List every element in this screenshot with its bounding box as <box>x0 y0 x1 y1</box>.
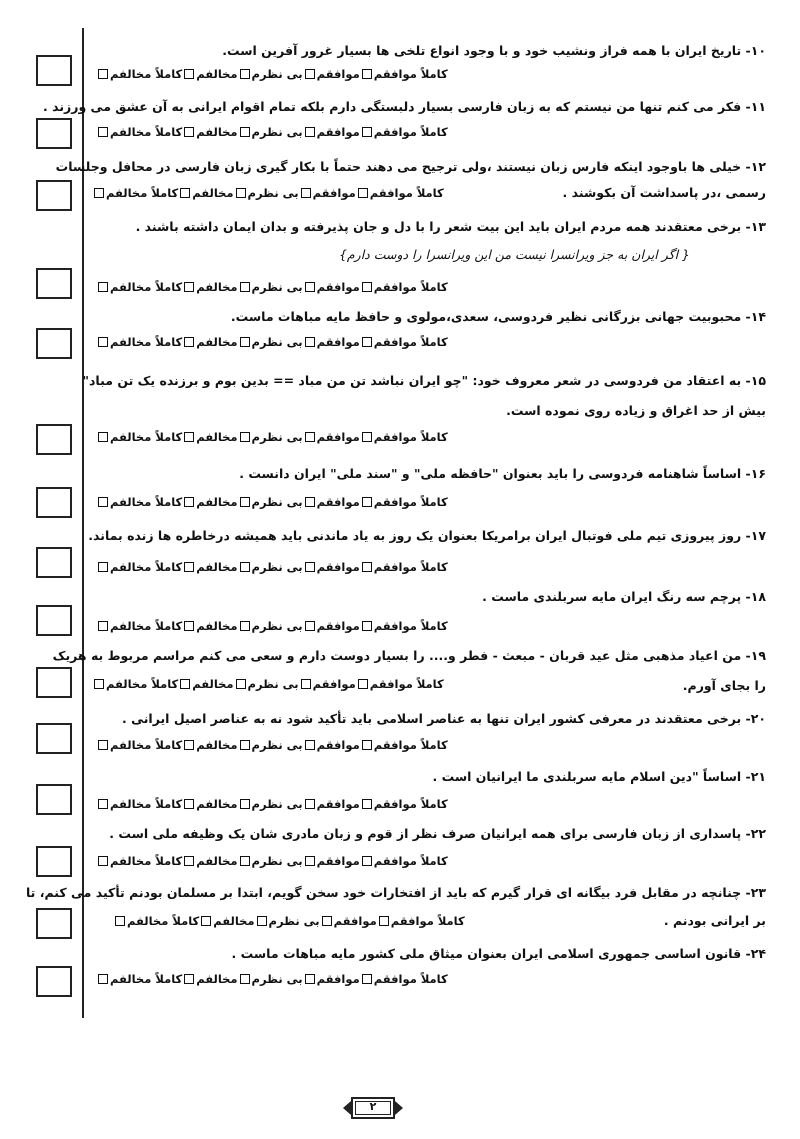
question-11-option-2[interactable] <box>303 125 360 139</box>
question-12-option-4[interactable] <box>178 186 233 200</box>
option-label: کاملاً موافقم <box>373 619 448 633</box>
option-label: کاملاً مخالفم <box>110 495 183 509</box>
option-label: موافقم <box>316 125 360 139</box>
option-label: کاملاً مخالفم <box>110 738 183 752</box>
question-17-option-2[interactable] <box>303 560 360 574</box>
option-label: موافقم <box>316 797 360 811</box>
checkbox-icon[interactable] <box>305 432 315 442</box>
question-10-line-1: ۱۰- تاریخ ایران با همه فراز ونشیب خود و با وجود انواع تلخی ها بسیار غرور آفرین است. <box>222 43 766 58</box>
question-15-line-1: ۱۵- به اعتقاد من فردوسی در شعر معروف خود: "چو ایران نباشد تن من مباد == بدین بوم و برزنده یک تن مباد" <box>82 373 766 388</box>
checkbox-icon[interactable] <box>257 916 267 926</box>
question-10-option-4[interactable] <box>182 67 237 81</box>
checkbox-icon[interactable] <box>98 432 108 442</box>
question-15-line-2: بیش از حد اغراق و زیاده روی نموده است. <box>506 403 766 418</box>
checkbox-icon[interactable] <box>240 740 250 750</box>
question-23-score-box[interactable] <box>36 908 72 939</box>
question-16-line-1: ۱۶- اساساً شاهنامه فردوسی را باید بعنوان "حافظه ملی" و "سند ملی" ایران دانست . <box>239 466 766 481</box>
checkbox-icon[interactable] <box>358 679 368 689</box>
question-18-line-1: ۱۸- پرچم سه رنگ ایران مایه سربلندی ماست . <box>482 589 766 604</box>
option-label: موافقم <box>316 619 360 633</box>
option-label: کاملاً مخالفم <box>106 677 179 691</box>
question-13-option-4[interactable] <box>182 280 237 294</box>
option-label: مخالفم <box>213 914 255 928</box>
checkbox-icon[interactable] <box>98 974 108 984</box>
question-24-option-4[interactable] <box>182 972 237 986</box>
question-16-answer-options <box>96 493 448 511</box>
question-16-option-1[interactable] <box>360 495 448 509</box>
margin-divider-line <box>82 28 84 1018</box>
checkbox-icon[interactable] <box>305 127 315 137</box>
option-label: کاملاً مخالفم <box>110 430 183 444</box>
checkbox-icon[interactable] <box>184 127 194 137</box>
question-22-option-4[interactable] <box>182 854 237 868</box>
option-label: کاملاً موافقم <box>373 280 448 294</box>
question-20-answer-options <box>96 736 448 754</box>
checkbox-icon[interactable] <box>184 337 194 347</box>
option-label: کاملاً مخالفم <box>127 914 200 928</box>
question-20-score-box[interactable] <box>36 723 72 754</box>
question-24-option-2[interactable] <box>303 972 360 986</box>
checkbox-icon[interactable] <box>98 740 108 750</box>
checkbox-icon[interactable] <box>236 679 246 689</box>
checkbox-icon[interactable] <box>240 621 250 631</box>
checkbox-icon[interactable] <box>305 497 315 507</box>
checkbox-icon[interactable] <box>240 856 250 866</box>
checkbox-icon[interactable] <box>236 188 246 198</box>
question-22-option-2[interactable] <box>303 854 360 868</box>
checkbox-icon[interactable] <box>184 497 194 507</box>
checkbox-icon[interactable] <box>305 562 315 572</box>
checkbox-icon[interactable] <box>362 432 372 442</box>
option-label: موافقم <box>316 280 360 294</box>
checkbox-icon[interactable] <box>98 621 108 631</box>
question-19-score-box[interactable] <box>36 667 72 698</box>
checkbox-icon[interactable] <box>240 127 250 137</box>
page-number: ۲ <box>369 1100 377 1113</box>
option-label: کاملاً مخالفم <box>110 560 183 574</box>
question-17-option-1[interactable] <box>360 560 448 574</box>
option-label: کاملاً موافقم <box>369 186 444 200</box>
option-label: بی نظرم <box>251 125 303 139</box>
question-22-score-box[interactable] <box>36 846 72 877</box>
question-21-answer-options <box>96 795 448 813</box>
question-20-option-1[interactable] <box>360 738 448 752</box>
question-20-option-2[interactable] <box>303 738 360 752</box>
checkbox-icon[interactable] <box>180 679 190 689</box>
option-label: کاملاً مخالفم <box>110 335 183 349</box>
checkbox-icon[interactable] <box>98 282 108 292</box>
page-number-badge <box>343 1093 403 1123</box>
question-11-line-1: ۱۱- فکر می کنم تنها من نیستم که به زبان فارسی بسیار دلبستگی دارم بلکه تمام اقوام ایرانی به آن عشق می ورزند . <box>43 99 766 114</box>
option-label: بی نظرم <box>247 677 299 691</box>
option-label: مخالفم <box>192 186 234 200</box>
question-20-line-1: ۲۰- برخی معتقدند در معرفی کشور ایران تنها به عناصر اسلامی باید تأکید شود نه به عناصر اصیل ایرانی . <box>121 711 766 726</box>
question-17-line-1: ۱۷- روز پیروزی تیم ملی فوتبال ایران برامریکا بعنوان یک روز به یاد ماندنی باید همیشه درخاطره ها زنده بماند. <box>88 528 766 543</box>
option-label: موافقم <box>333 914 377 928</box>
option-label: مخالفم <box>196 619 238 633</box>
question-23-line-1: ۲۳- چنانچه در مقابل فرد بیگانه ای قرار گیرم که باید از افتخارات خود سخن گویم، ابتدا بر مسلمان بودنم تأکید می کنم، تا <box>25 885 766 900</box>
checkbox-icon[interactable] <box>305 282 315 292</box>
question-11-option-1[interactable] <box>360 125 448 139</box>
checkbox-icon[interactable] <box>240 69 250 79</box>
question-12-answer-options <box>92 184 444 202</box>
question-18-score-box[interactable] <box>36 605 72 636</box>
option-label: بی نظرم <box>251 560 303 574</box>
checkbox-icon[interactable] <box>201 916 211 926</box>
option-label: بی نظرم <box>251 619 303 633</box>
checkbox-icon[interactable] <box>240 497 250 507</box>
option-label: بی نظرم <box>251 738 303 752</box>
question-12-option-1[interactable] <box>356 186 444 200</box>
checkbox-icon[interactable] <box>184 799 194 809</box>
option-label: بی نظرم <box>251 854 303 868</box>
question-21-line-1: ۲۱- اساساً "دین اسلام مایه سربلندی ما ایرانیان است . <box>432 769 766 784</box>
checkbox-icon[interactable] <box>305 974 315 984</box>
question-23-option-2[interactable] <box>320 914 377 928</box>
checkbox-icon[interactable] <box>184 974 194 984</box>
option-label: کاملاً مخالفم <box>110 67 183 81</box>
option-label: کاملاً موافقم <box>373 560 448 574</box>
question-18-answer-options <box>96 617 448 635</box>
checkbox-icon[interactable] <box>184 740 194 750</box>
question-15-answer-options <box>96 428 448 446</box>
question-15-option-4[interactable] <box>182 430 237 444</box>
option-label: کاملاً موافقم <box>373 972 448 986</box>
question-23-option-3[interactable] <box>255 914 320 928</box>
question-24-option-1[interactable] <box>360 972 448 986</box>
option-label: مخالفم <box>196 972 238 986</box>
checkbox-icon[interactable] <box>362 740 372 750</box>
option-label: مخالفم <box>196 854 238 868</box>
question-11-option-5[interactable] <box>96 125 182 139</box>
question-19-option-4[interactable] <box>178 677 233 691</box>
checkbox-icon[interactable] <box>115 916 125 926</box>
checkbox-icon[interactable] <box>305 337 315 347</box>
question-14-option-1[interactable] <box>360 335 448 349</box>
question-17-option-3[interactable] <box>238 560 303 574</box>
checkbox-icon[interactable] <box>322 916 332 926</box>
question-16-option-2[interactable] <box>303 495 360 509</box>
question-24-answer-options <box>96 970 448 988</box>
option-label: کاملاً موافقم <box>373 430 448 444</box>
question-14-score-box[interactable] <box>36 328 72 359</box>
question-10-answer-options <box>96 65 448 83</box>
checkbox-icon[interactable] <box>98 69 108 79</box>
question-13-score-box[interactable] <box>36 268 72 299</box>
option-label: موافقم <box>316 560 360 574</box>
checkbox-icon[interactable] <box>94 188 104 198</box>
option-label: مخالفم <box>196 797 238 811</box>
checkbox-icon[interactable] <box>98 337 108 347</box>
question-22-option-1[interactable] <box>360 854 448 868</box>
option-label: مخالفم <box>196 495 238 509</box>
checkbox-icon[interactable] <box>362 282 372 292</box>
option-label: کاملاً موافقم <box>373 67 448 81</box>
option-label: بی نظرم <box>251 335 303 349</box>
question-16-score-box[interactable] <box>36 487 72 518</box>
option-label: کاملاً موافقم <box>373 797 448 811</box>
question-23-answer-options <box>113 912 465 930</box>
question-24-line-1: ۲۴- قانون اساسی جمهوری اسلامی ایران بعنوان میثاق ملی کشور مایه مباهات ماست . <box>231 946 766 961</box>
checkbox-icon[interactable] <box>301 679 311 689</box>
question-13-option-5[interactable] <box>96 280 182 294</box>
question-11-score-box[interactable] <box>36 118 72 149</box>
question-17-score-box[interactable] <box>36 547 72 578</box>
option-label: بی نظرم <box>251 797 303 811</box>
question-15-option-1[interactable] <box>360 430 448 444</box>
checkbox-icon[interactable] <box>98 799 108 809</box>
option-label: کاملاً موافقم <box>373 854 448 868</box>
option-label: کاملاً مخالفم <box>110 619 183 633</box>
question-19-answer-options <box>92 675 444 693</box>
checkbox-icon[interactable] <box>184 69 194 79</box>
question-13-answer-options <box>96 278 448 296</box>
question-12-option-3[interactable] <box>234 186 299 200</box>
option-label: موافقم <box>316 854 360 868</box>
checkbox-icon[interactable] <box>362 799 372 809</box>
checkbox-icon[interactable] <box>94 679 104 689</box>
question-24-option-5[interactable] <box>96 972 182 986</box>
checkbox-icon[interactable] <box>98 562 108 572</box>
option-label: موافقم <box>312 677 356 691</box>
question-14-option-4[interactable] <box>182 335 237 349</box>
question-15-option-5[interactable] <box>96 430 182 444</box>
option-label: کاملاً مخالفم <box>110 125 183 139</box>
question-14-option-5[interactable] <box>96 335 182 349</box>
question-12-score-box[interactable] <box>36 180 72 211</box>
option-label: موافقم <box>316 972 360 986</box>
option-label: موافقم <box>316 738 360 752</box>
checkbox-icon[interactable] <box>240 432 250 442</box>
checkbox-icon[interactable] <box>180 188 190 198</box>
question-15-score-box[interactable] <box>36 424 72 455</box>
checkbox-icon[interactable] <box>305 740 315 750</box>
option-label: موافقم <box>316 495 360 509</box>
checkbox-icon[interactable] <box>305 799 315 809</box>
question-20-option-5[interactable] <box>96 738 182 752</box>
question-11-answer-options <box>96 123 448 141</box>
question-24-option-3[interactable] <box>238 972 303 986</box>
checkbox-icon[interactable] <box>305 856 315 866</box>
question-17-option-4[interactable] <box>182 560 237 574</box>
question-10-option-1[interactable] <box>360 67 448 81</box>
checkbox-icon[interactable] <box>358 188 368 198</box>
question-14-answer-options <box>96 333 448 351</box>
option-label: بی نظرم <box>247 186 299 200</box>
question-17-answer-options <box>96 558 448 576</box>
option-label: مخالفم <box>196 280 238 294</box>
checkbox-icon[interactable] <box>362 621 372 631</box>
question-19-option-1[interactable] <box>356 677 444 691</box>
checkbox-icon[interactable] <box>362 69 372 79</box>
checkbox-icon[interactable] <box>240 799 250 809</box>
option-label: مخالفم <box>196 430 238 444</box>
question-22-line-1: ۲۲- پاسداری از زبان فارسی برای همه ایرانیان صرف نظر از قوم و زبان مادری شان یک وظیفه ملی است . <box>109 826 766 841</box>
question-19-line-1: ۱۹- من اعیاد مذهبی مثل عید قربان - مبعث - فطر و.... را بسیار دوست دارم و سعی می کنم مراسم مربوط به هریک <box>52 648 766 663</box>
question-19-option-2[interactable] <box>299 677 356 691</box>
option-label: مخالفم <box>192 677 234 691</box>
option-label: بی نظرم <box>251 972 303 986</box>
option-label: کاملاً موافقم <box>373 125 448 139</box>
checkbox-icon[interactable] <box>98 497 108 507</box>
question-22-answer-options <box>96 852 448 870</box>
question-21-option-3[interactable] <box>238 797 303 811</box>
question-21-option-4[interactable] <box>182 797 237 811</box>
checkbox-icon[interactable] <box>184 432 194 442</box>
question-22-option-3[interactable] <box>238 854 303 868</box>
question-14-option-2[interactable] <box>303 335 360 349</box>
question-13-option-2[interactable] <box>303 280 360 294</box>
option-label: موافقم <box>316 335 360 349</box>
checkbox-icon[interactable] <box>362 337 372 347</box>
question-19-option-5[interactable] <box>92 677 178 691</box>
option-label: مخالفم <box>196 738 238 752</box>
option-label: کاملاً مخالفم <box>110 280 183 294</box>
option-label: کاملاً مخالفم <box>106 186 179 200</box>
question-10-option-2[interactable] <box>303 67 360 81</box>
question-21-option-5[interactable] <box>96 797 182 811</box>
question-13-option-3[interactable] <box>238 280 303 294</box>
option-label: کاملاً مخالفم <box>110 854 183 868</box>
question-10-score-box[interactable] <box>36 55 72 86</box>
checkbox-icon[interactable] <box>362 856 372 866</box>
question-11-option-3[interactable] <box>238 125 303 139</box>
question-21-option-2[interactable] <box>303 797 360 811</box>
option-label: کاملاً موافقم <box>373 495 448 509</box>
option-label: موافقم <box>316 67 360 81</box>
option-label: مخالفم <box>196 335 238 349</box>
checkbox-icon[interactable] <box>305 69 315 79</box>
checkbox-icon[interactable] <box>305 621 315 631</box>
checkbox-icon[interactable] <box>379 916 389 926</box>
question-16-option-3[interactable] <box>238 495 303 509</box>
question-12-option-5[interactable] <box>92 186 178 200</box>
question-23-line-2: بر ایرانی بودنم . <box>663 913 766 928</box>
question-14-option-3[interactable] <box>238 335 303 349</box>
question-13-line-1: ۱۳- برخی معتقدند همه مردم ایران باید این بیت شعر را با دل و جان پذیرفته و بدان ایمان داشته باشند . <box>135 219 766 234</box>
option-label: کاملاً موافقم <box>373 335 448 349</box>
question-16-option-5[interactable] <box>96 495 182 509</box>
checkbox-icon[interactable] <box>362 497 372 507</box>
option-label: مخالفم <box>196 125 238 139</box>
question-18-option-1[interactable] <box>360 619 448 633</box>
question-18-option-3[interactable] <box>238 619 303 633</box>
question-18-option-4[interactable] <box>182 619 237 633</box>
question-17-option-5[interactable] <box>96 560 182 574</box>
badge-right-ornament <box>395 1101 403 1115</box>
option-label: بی نظرم <box>251 430 303 444</box>
question-23-option-4[interactable] <box>199 914 254 928</box>
question-23-option-5[interactable] <box>113 914 199 928</box>
question-15-option-2[interactable] <box>303 430 360 444</box>
question-12-line-2: رسمی ،در پاسداشت آن بکوشند . <box>562 185 766 200</box>
question-18-option-2[interactable] <box>303 619 360 633</box>
question-23-option-1[interactable] <box>377 914 465 928</box>
checkbox-icon[interactable] <box>98 127 108 137</box>
question-20-option-4[interactable] <box>182 738 237 752</box>
question-20-option-3[interactable] <box>238 738 303 752</box>
option-label: بی نظرم <box>251 67 303 81</box>
question-19-option-3[interactable] <box>234 677 299 691</box>
checkbox-icon[interactable] <box>98 856 108 866</box>
option-label: کاملاً موافقم <box>369 677 444 691</box>
question-19-line-2: را بجای آورم. <box>682 678 766 693</box>
question-11-option-4[interactable] <box>182 125 237 139</box>
checkbox-icon[interactable] <box>301 188 311 198</box>
question-10-option-5[interactable] <box>96 67 182 81</box>
checkbox-icon[interactable] <box>240 562 250 572</box>
option-label: کاملاً مخالفم <box>110 972 183 986</box>
question-13-option-1[interactable] <box>360 280 448 294</box>
checkbox-icon[interactable] <box>240 282 250 292</box>
question-12-line-1: ۱۲- خیلی ها باوجود اینکه فارس زبان نیستند ،ولی ترجیح می دهند حتماً با بکار گیری زبان فارسی در محافل وجلسات <box>55 159 766 174</box>
question-10-option-3[interactable] <box>238 67 303 81</box>
question-16-option-4[interactable] <box>182 495 237 509</box>
checkbox-icon[interactable] <box>362 562 372 572</box>
option-label: بی نظرم <box>251 495 303 509</box>
checkbox-icon[interactable] <box>184 621 194 631</box>
question-18-option-5[interactable] <box>96 619 182 633</box>
question-21-option-1[interactable] <box>360 797 448 811</box>
question-13-line-2: { اگر ایران به جز ویرانسرا نیست من این ویرانسرا را دوست دارم} <box>338 247 690 262</box>
option-label: موافقم <box>312 186 356 200</box>
checkbox-icon[interactable] <box>362 974 372 984</box>
option-label: بی نظرم <box>268 914 320 928</box>
checkbox-icon[interactable] <box>184 562 194 572</box>
question-22-option-5[interactable] <box>96 854 182 868</box>
option-label: کاملاً مخالفم <box>110 797 183 811</box>
question-14-line-1: ۱۴- محبوبیت جهانی بزرگانی نظیر فردوسی، سعدی،مولوی و حافظ مایه مباهات ماست. <box>230 309 766 324</box>
question-15-option-3[interactable] <box>238 430 303 444</box>
checkbox-icon[interactable] <box>240 337 250 347</box>
checkbox-icon[interactable] <box>240 974 250 984</box>
option-label: مخالفم <box>196 560 238 574</box>
checkbox-icon[interactable] <box>184 856 194 866</box>
option-label: مخالفم <box>196 67 238 81</box>
option-label: کاملاً موافقم <box>390 914 465 928</box>
option-label: موافقم <box>316 430 360 444</box>
checkbox-icon[interactable] <box>362 127 372 137</box>
question-12-option-2[interactable] <box>299 186 356 200</box>
option-label: بی نظرم <box>251 280 303 294</box>
question-24-score-box[interactable] <box>36 966 72 997</box>
question-21-score-box[interactable] <box>36 784 72 815</box>
option-label: کاملاً موافقم <box>373 738 448 752</box>
checkbox-icon[interactable] <box>184 282 194 292</box>
